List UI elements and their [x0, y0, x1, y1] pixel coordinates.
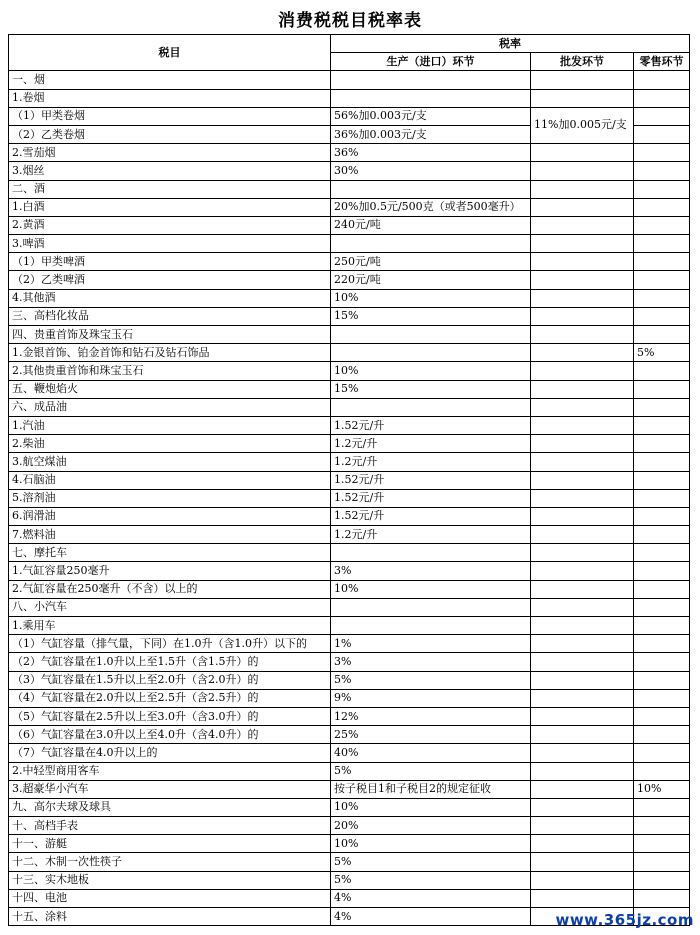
wholesale-rate-cell	[531, 544, 634, 562]
retail-rate-cell	[634, 835, 690, 853]
table-row	[9, 289, 690, 307]
wholesale-rate-cell	[531, 216, 634, 234]
table-row	[9, 507, 690, 525]
tax-item-cell: 2.黄酒	[9, 216, 331, 234]
tax-item-cell: 十一、游艇	[9, 835, 331, 853]
tax-item-cell: （7）气缸容量在4.0升以上的	[9, 744, 331, 762]
table-row	[9, 689, 690, 707]
production-rate-cell	[331, 344, 531, 362]
retail-rate-cell	[634, 671, 690, 689]
table-row	[9, 580, 690, 598]
retail-rate-cell	[634, 507, 690, 525]
table-row	[9, 726, 690, 744]
tax-item-cell: 九、高尔夫球及球具	[9, 798, 331, 816]
retail-rate-cell	[634, 871, 690, 889]
table-row	[9, 162, 690, 180]
table-row	[9, 307, 690, 325]
production-rate-cell	[331, 617, 531, 635]
table-row	[9, 107, 690, 125]
table-row	[9, 344, 690, 362]
production-rate-cell: 1.52元/升	[331, 489, 531, 507]
table-row	[9, 271, 690, 289]
wholesale-rate-cell	[531, 562, 634, 580]
retail-rate-cell	[634, 107, 690, 125]
production-rate-cell: 9%	[331, 689, 531, 707]
retail-rate-cell	[634, 416, 690, 434]
production-rate-cell	[331, 71, 531, 89]
wholesale-rate-cell	[531, 598, 634, 616]
production-rate-cell: 36%	[331, 144, 531, 162]
retail-rate-cell	[634, 235, 690, 253]
tax-item-cell: 3.超豪华小汽车	[9, 780, 331, 798]
wholesale-rate-cell	[531, 471, 634, 489]
production-rate-cell: 20%	[331, 817, 531, 835]
retail-rate-cell	[634, 271, 690, 289]
tax-item-cell: （5）气缸容量在2.5升以上至3.0升（含3.0升）的	[9, 707, 331, 725]
wholesale-rate-cell	[531, 689, 634, 707]
tax-item-cell: 4.其他酒	[9, 289, 331, 307]
tax-item-cell: 2.其他贵重首饰和珠宝玉石	[9, 362, 331, 380]
production-rate-cell: 1.52元/升	[331, 507, 531, 525]
table-row	[9, 326, 690, 344]
production-rate-cell: 10%	[331, 798, 531, 816]
retail-rate-cell	[634, 817, 690, 835]
table-row	[9, 235, 690, 253]
retail-rate-cell	[634, 707, 690, 725]
production-rate-cell: 5%	[331, 871, 531, 889]
table-row	[9, 744, 690, 762]
wholesale-rate-cell	[531, 526, 634, 544]
tax-item-cell: 3.航空煤油	[9, 453, 331, 471]
header-rate: 税率	[331, 35, 690, 53]
production-rate-cell: 10%	[331, 835, 531, 853]
production-rate-cell: 1.2元/升	[331, 453, 531, 471]
tax-item-cell: （6）气缸容量在3.0升以上至4.0升（含4.0升）的	[9, 726, 331, 744]
table-row	[9, 544, 690, 562]
wholesale-rate-cell	[531, 398, 634, 416]
table-row	[9, 198, 690, 216]
wholesale-rate-cell	[531, 580, 634, 598]
table-row	[9, 471, 690, 489]
retail-rate-cell	[634, 180, 690, 198]
table-row	[9, 617, 690, 635]
retail-rate-cell	[634, 89, 690, 107]
retail-rate-cell	[634, 726, 690, 744]
table-row	[9, 598, 690, 616]
retail-rate-cell	[634, 544, 690, 562]
production-rate-cell: 4%	[331, 889, 531, 907]
wholesale-rate-cell	[531, 162, 634, 180]
production-rate-cell: 10%	[331, 362, 531, 380]
header-production: 生产（进口）环节	[331, 53, 531, 71]
wholesale-rate-cell	[531, 507, 634, 525]
table-row	[9, 562, 690, 580]
wholesale-rate-cell	[531, 889, 634, 907]
retail-rate-cell: 5%	[634, 344, 690, 362]
tax-item-cell: （2）气缸容量在1.0升以上至1.5升（含1.5升）的	[9, 653, 331, 671]
tax-item-cell: 2.气缸容量在250毫升（不含）以上的	[9, 580, 331, 598]
table-row	[9, 253, 690, 271]
production-rate-cell	[331, 598, 531, 616]
retail-rate-cell	[634, 307, 690, 325]
tax-item-cell: 3.啤酒	[9, 235, 331, 253]
retail-rate-cell	[634, 453, 690, 471]
production-rate-cell: 3%	[331, 562, 531, 580]
tax-item-cell: 7.燃料油	[9, 526, 331, 544]
tax-item-cell: 八、小汽车	[9, 598, 331, 616]
table-row	[9, 635, 690, 653]
table-row	[9, 526, 690, 544]
wholesale-rate-cell	[531, 435, 634, 453]
table-row	[9, 89, 690, 107]
wholesale-rate-cell: 11%加0.005元/支	[531, 107, 634, 143]
production-rate-cell: 36%加0.003元/支	[331, 125, 531, 143]
tax-item-cell: 1.气缸容量250毫升	[9, 562, 331, 580]
table-row	[9, 71, 690, 89]
production-rate-cell: 按子税目1和子税目2的规定征收	[331, 780, 531, 798]
table-row	[9, 817, 690, 835]
retail-rate-cell	[634, 125, 690, 143]
production-rate-cell: 1.2元/升	[331, 526, 531, 544]
production-rate-cell	[331, 326, 531, 344]
wholesale-rate-cell	[531, 198, 634, 216]
tax-item-cell: 十四、电池	[9, 889, 331, 907]
retail-rate-cell	[634, 798, 690, 816]
table-row	[9, 380, 690, 398]
wholesale-rate-cell	[531, 817, 634, 835]
tax-item-cell: 一、烟	[9, 71, 331, 89]
production-rate-cell: 15%	[331, 380, 531, 398]
table-row	[9, 707, 690, 725]
production-rate-cell: 1.2元/升	[331, 435, 531, 453]
wholesale-rate-cell	[531, 253, 634, 271]
tax-item-cell: （2）乙类卷烟	[9, 125, 331, 143]
wholesale-rate-cell	[531, 653, 634, 671]
retail-rate-cell	[634, 362, 690, 380]
wholesale-rate-cell	[531, 835, 634, 853]
retail-rate-cell	[634, 635, 690, 653]
wholesale-rate-cell	[531, 635, 634, 653]
table-row	[9, 871, 690, 889]
wholesale-rate-cell	[531, 89, 634, 107]
wholesale-rate-cell	[531, 416, 634, 434]
table-row	[9, 889, 690, 907]
header-retail: 零售环节	[634, 53, 690, 71]
production-rate-cell: 10%	[331, 289, 531, 307]
production-rate-cell: 220元/吨	[331, 271, 531, 289]
wholesale-rate-cell	[531, 671, 634, 689]
retail-rate-cell	[634, 744, 690, 762]
tax-item-cell: 1.白酒	[9, 198, 331, 216]
wholesale-rate-cell	[531, 853, 634, 871]
table-row	[9, 216, 690, 234]
wholesale-rate-cell	[531, 780, 634, 798]
retail-rate-cell	[634, 617, 690, 635]
retail-rate-cell	[634, 162, 690, 180]
wholesale-rate-cell	[531, 289, 634, 307]
production-rate-cell: 40%	[331, 744, 531, 762]
tax-item-cell: 6.润滑油	[9, 507, 331, 525]
table-row	[9, 362, 690, 380]
production-rate-cell: 12%	[331, 707, 531, 725]
tax-item-cell: 十五、涂料	[9, 908, 331, 926]
table-row	[9, 798, 690, 816]
production-rate-cell	[331, 235, 531, 253]
table-row	[9, 180, 690, 198]
retail-rate-cell	[634, 853, 690, 871]
tax-item-cell: 十二、木制一次性筷子	[9, 853, 331, 871]
retail-rate-cell	[634, 526, 690, 544]
tax-item-cell: （1）甲类啤酒	[9, 253, 331, 271]
tax-item-cell: （3）气缸容量在1.5升以上至2.0升（含2.0升）的	[9, 671, 331, 689]
production-rate-cell: 5%	[331, 762, 531, 780]
production-rate-cell: 5%	[331, 671, 531, 689]
tax-item-cell: 2.雪茄烟	[9, 144, 331, 162]
retail-rate-cell	[634, 889, 690, 907]
table-row	[9, 853, 690, 871]
table-row	[9, 144, 690, 162]
wholesale-rate-cell	[531, 344, 634, 362]
production-rate-cell: 240元/吨	[331, 216, 531, 234]
production-rate-cell: 25%	[331, 726, 531, 744]
retail-rate-cell	[634, 689, 690, 707]
production-rate-cell: 30%	[331, 162, 531, 180]
retail-rate-cell	[634, 144, 690, 162]
production-rate-cell: 5%	[331, 853, 531, 871]
retail-rate-cell	[634, 289, 690, 307]
tax-item-cell: 1.乘用车	[9, 617, 331, 635]
tax-item-cell: 2.中轻型商用客车	[9, 762, 331, 780]
wholesale-rate-cell	[531, 326, 634, 344]
tax-item-cell: 四、贵重首饰及珠宝玉石	[9, 326, 331, 344]
tax-item-cell: 1.卷烟	[9, 89, 331, 107]
retail-rate-cell	[634, 580, 690, 598]
retail-rate-cell	[634, 198, 690, 216]
table-row	[9, 835, 690, 853]
wholesale-rate-cell	[531, 798, 634, 816]
retail-rate-cell	[634, 562, 690, 580]
page-title: 消费税税目税率表	[278, 11, 422, 31]
wholesale-rate-cell	[531, 380, 634, 398]
tax-item-cell: （2）乙类啤酒	[9, 271, 331, 289]
production-rate-cell: 4%	[331, 908, 531, 926]
tax-item-cell: 2.柴油	[9, 435, 331, 453]
retail-rate-cell	[634, 435, 690, 453]
tax-item-cell: 5.溶剂油	[9, 489, 331, 507]
wholesale-rate-cell	[531, 362, 634, 380]
header-item: 税目	[9, 35, 331, 71]
wholesale-rate-cell	[531, 744, 634, 762]
wholesale-rate-cell	[531, 71, 634, 89]
header-wholesale: 批发环节	[531, 53, 634, 71]
retail-rate-cell	[634, 216, 690, 234]
table-row	[9, 435, 690, 453]
table-row	[9, 453, 690, 471]
wholesale-rate-cell	[531, 726, 634, 744]
tax-item-cell: 十、高档手表	[9, 817, 331, 835]
tax-item-cell: 1.汽油	[9, 416, 331, 434]
retail-rate-cell	[634, 326, 690, 344]
production-rate-cell: 1.52元/升	[331, 471, 531, 489]
wholesale-rate-cell	[531, 762, 634, 780]
table-row	[9, 489, 690, 507]
retail-rate-cell	[634, 471, 690, 489]
retail-rate-cell	[634, 398, 690, 416]
tax-rate-table	[8, 34, 690, 926]
tax-item-cell: 七、摩托车	[9, 544, 331, 562]
tax-item-cell: （1）气缸容量（排气量，下同）在1.0升（含1.0升）以下的	[9, 635, 331, 653]
wholesale-rate-cell	[531, 235, 634, 253]
wholesale-rate-cell	[531, 707, 634, 725]
tax-item-cell: 三、高档化妆品	[9, 307, 331, 325]
table-row	[9, 416, 690, 434]
production-rate-cell: 56%加0.003元/支	[331, 107, 531, 125]
tax-item-cell: 十三、实木地板	[9, 871, 331, 889]
production-rate-cell: 10%	[331, 580, 531, 598]
production-rate-cell: 1.52元/升	[331, 416, 531, 434]
wholesale-rate-cell	[531, 271, 634, 289]
production-rate-cell: 1%	[331, 635, 531, 653]
production-rate-cell: 3%	[331, 653, 531, 671]
tax-item-cell: 3.烟丝	[9, 162, 331, 180]
table-row	[9, 671, 690, 689]
production-rate-cell	[331, 544, 531, 562]
retail-rate-cell	[634, 380, 690, 398]
retail-rate-cell	[634, 598, 690, 616]
table-row	[9, 780, 690, 798]
tax-item-cell: （1）甲类卷烟	[9, 107, 331, 125]
production-rate-cell	[331, 398, 531, 416]
wholesale-rate-cell	[531, 144, 634, 162]
production-rate-cell	[331, 89, 531, 107]
tax-item-cell: （4）气缸容量在2.0升以上至2.5升（含2.5升）的	[9, 689, 331, 707]
production-rate-cell: 250元/吨	[331, 253, 531, 271]
production-rate-cell: 20%加0.5元/500克（或者500毫升）	[331, 198, 531, 216]
tax-item-cell: 五、鞭炮焰火	[9, 380, 331, 398]
retail-rate-cell	[634, 489, 690, 507]
wholesale-rate-cell	[531, 307, 634, 325]
wholesale-rate-cell	[531, 489, 634, 507]
tax-item-cell: 二、酒	[9, 180, 331, 198]
retail-rate-cell	[634, 762, 690, 780]
watermark: www.365jz.com	[555, 911, 694, 929]
tax-item-cell: 六、成品油	[9, 398, 331, 416]
wholesale-rate-cell	[531, 617, 634, 635]
table-body	[9, 71, 690, 926]
production-rate-cell: 15%	[331, 307, 531, 325]
retail-rate-cell	[634, 653, 690, 671]
table-row	[9, 398, 690, 416]
retail-rate-cell: 10%	[634, 780, 690, 798]
retail-rate-cell	[634, 253, 690, 271]
wholesale-rate-cell	[531, 180, 634, 198]
wholesale-rate-cell	[531, 453, 634, 471]
production-rate-cell	[331, 180, 531, 198]
table-row	[9, 762, 690, 780]
tax-item-cell: 1.金银首饰、铂金首饰和钻石及钻石饰品	[9, 344, 331, 362]
wholesale-rate-cell	[531, 871, 634, 889]
table-row	[9, 653, 690, 671]
tax-item-cell: 4.石脑油	[9, 471, 331, 489]
retail-rate-cell	[634, 71, 690, 89]
